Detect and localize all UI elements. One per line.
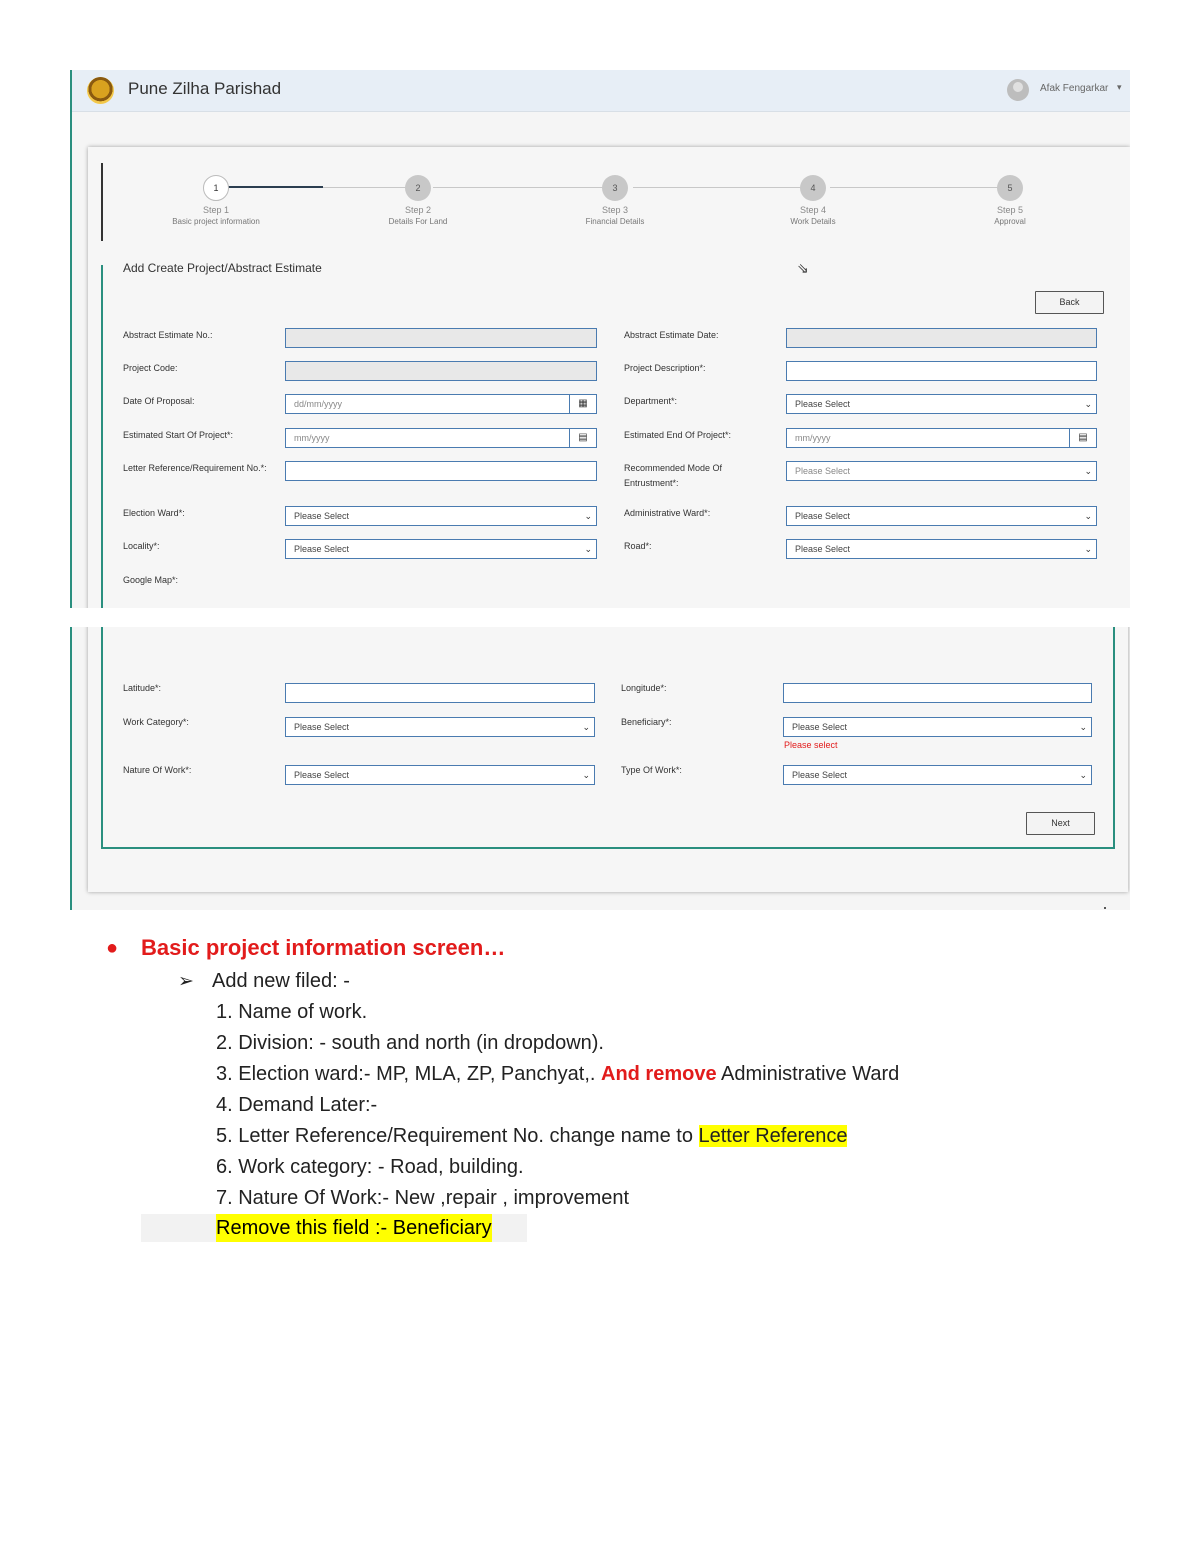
back-button[interactable]: Back [1035, 291, 1104, 314]
estimated-end-input[interactable] [786, 428, 1097, 448]
longitude-input[interactable] [783, 683, 1092, 703]
select-value: Please Select [795, 511, 851, 521]
administrative-ward-label: Administrative Ward*: [624, 508, 711, 518]
step-2[interactable] [348, 175, 488, 226]
step-5[interactable] [940, 175, 1080, 226]
chevron-down-icon: ⌄ [582, 770, 590, 780]
step-number: 5 [997, 175, 1023, 201]
screenshot-top [70, 70, 1130, 608]
abstract-estimate-no-label: Abstract Estimate No.: [123, 330, 213, 340]
date-placeholder: dd/mm/yyyy [294, 399, 343, 409]
abstract-estimate-date-input[interactable] [786, 328, 1097, 348]
form-title: Add Create Project/Abstract Estimate [123, 261, 322, 275]
work-category-label: Work Category*: [123, 717, 189, 727]
screenshot-bottom [70, 627, 1130, 910]
note-item-6: 6. Work category: - Road, building. [216, 1156, 524, 1178]
note-item-2: 2. Division: - south and north (in dropdown). [216, 1032, 604, 1054]
election-ward-select[interactable] [285, 506, 597, 526]
step-sublabel: Approval [994, 217, 1026, 226]
work-category-select[interactable] [285, 717, 595, 737]
select-value: Please Select [294, 511, 350, 521]
bullet-icon: ● [106, 937, 119, 959]
note-item-3-text: 3. Election ward:- MP, MLA, ZP, Panchyat,. [216, 1063, 601, 1085]
select-value: Please Select [294, 770, 350, 780]
step-sublabel: Details For Land [388, 217, 448, 226]
calendar-icon[interactable]: ▦ [569, 395, 596, 413]
notes-heading: Basic project information screen… [141, 935, 506, 960]
note-item-3-emphasis: And remove [601, 1063, 717, 1085]
locality-select[interactable] [285, 539, 597, 559]
type-of-work-label: Type Of Work*: [621, 765, 682, 775]
top-navbar [72, 70, 1130, 112]
chevron-down-icon: ⌄ [1084, 466, 1092, 476]
select-value: Please Select [795, 399, 851, 409]
latitude-label: Latitude*: [123, 683, 162, 693]
google-map-label: Google Map*: [123, 575, 179, 585]
beneficiary-label: Beneficiary*: [621, 717, 672, 727]
step-label: Step 5 [996, 205, 1024, 215]
note-item-3 [216, 1063, 899, 1086]
select-value: Please Select [294, 722, 350, 732]
arrow-bullet-icon: ➢ [178, 971, 194, 992]
step-4[interactable] [743, 175, 883, 226]
type-of-work-select[interactable] [783, 765, 1092, 785]
chevron-down-icon: ⌄ [584, 511, 592, 521]
project-description-input[interactable] [786, 361, 1097, 381]
remove-field-note: Remove this field :- Beneficiary [216, 1214, 492, 1242]
step-label: Step 2 [404, 205, 432, 215]
divider-dot [1104, 907, 1106, 909]
calendar-icon[interactable]: ▤ [569, 429, 596, 447]
note-item-7: 7. Nature Of Work:- New ,repair , improvement [216, 1187, 630, 1209]
note-item-5-highlight: Letter Reference [698, 1125, 848, 1147]
app-title: Pune Zilha Parishad [128, 79, 282, 98]
chevron-down-icon: ⌄ [582, 722, 590, 732]
election-ward-label: Election Ward*: [123, 508, 185, 518]
step-sublabel: Financial Details [585, 217, 645, 226]
administrative-ward-select[interactable] [786, 506, 1097, 526]
mouse-cursor-icon: ⇘ [797, 260, 809, 276]
abstract-estimate-no-input[interactable] [285, 328, 597, 348]
date-of-proposal-label: Date Of Proposal: [123, 396, 195, 406]
select-value: Please Select [795, 466, 851, 476]
project-description-label: Project Description*: [624, 363, 706, 373]
mode-of-entrustment-label: Recommended Mode Of Entrustment*: [624, 463, 723, 488]
step-label: Step 3 [601, 205, 629, 215]
user-name[interactable]: Afak Fengarkar [1040, 83, 1109, 94]
user-avatar-icon[interactable] [1007, 79, 1029, 101]
road-label: Road*: [624, 541, 652, 551]
date-of-proposal-input[interactable] [285, 394, 597, 414]
nature-of-work-label: Nature Of Work*: [123, 765, 192, 775]
calendar-icon[interactable]: ▤ [1069, 429, 1096, 447]
form-card-continued [88, 627, 1128, 892]
nature-of-work-select[interactable] [285, 765, 595, 785]
project-code-input[interactable] [285, 361, 597, 381]
step-number: 2 [405, 175, 431, 201]
select-value: Please Select [792, 770, 848, 780]
step-number: 1 [203, 175, 229, 201]
locality-label: Locality*: [123, 541, 160, 551]
chevron-down-icon: ⌄ [1084, 399, 1092, 409]
step-3[interactable] [545, 175, 685, 226]
department-select[interactable] [786, 394, 1097, 414]
mode-of-entrustment-select[interactable] [786, 461, 1097, 481]
beneficiary-error: Please select [784, 740, 838, 750]
abstract-estimate-date-label: Abstract Estimate Date: [624, 330, 719, 340]
latitude-input[interactable] [285, 683, 595, 703]
note-item-3-tail: Administrative Ward [716, 1063, 900, 1085]
note-item-5 [216, 1125, 847, 1148]
chevron-down-icon: ⌄ [1084, 511, 1092, 521]
note-item-5-text: 5. Letter Reference/Requirement No. change name to [216, 1125, 699, 1147]
month-placeholder: mm/yyyy [294, 433, 330, 443]
notes-subheading: Add new filed: - [212, 970, 350, 992]
select-value: Please Select [795, 544, 851, 554]
longitude-label: Longitude*: [621, 683, 667, 693]
chevron-down-icon: ⌄ [1079, 770, 1087, 780]
stepper-accent-bar [101, 163, 103, 241]
select-value: Please Select [294, 544, 350, 554]
step-label: Step 4 [799, 205, 827, 215]
chevron-down-icon: ⌄ [1084, 544, 1092, 554]
form-frame [101, 627, 1115, 849]
month-placeholder: mm/yyyy [795, 433, 831, 443]
chevron-down-icon: ⌄ [1079, 722, 1087, 732]
chevron-down-icon: ⌄ [584, 544, 592, 554]
form-card [88, 147, 1130, 608]
step-1[interactable] [146, 175, 286, 226]
estimated-start-label: Estimated Start Of Project*: [123, 430, 234, 440]
user-dropdown-caret-icon[interactable]: ▾ [1117, 82, 1122, 92]
department-label: Department*: [624, 396, 678, 406]
zilha-parishad-logo-icon [87, 77, 114, 104]
step-sublabel: Basic project information [172, 217, 260, 226]
project-code-label: Project Code: [123, 363, 178, 373]
letter-reference-label: Letter Reference/Requirement No.*: [123, 463, 267, 473]
note-item-1: 1. Name of work. [216, 1001, 368, 1023]
estimated-end-label: Estimated End Of Project*: [624, 430, 732, 440]
next-button[interactable]: Next [1026, 812, 1095, 835]
estimated-start-input[interactable] [285, 428, 597, 448]
step-number: 3 [602, 175, 628, 201]
select-value: Please Select [792, 722, 848, 732]
letter-reference-input[interactable] [285, 461, 597, 481]
step-number: 4 [800, 175, 826, 201]
road-select[interactable] [786, 539, 1097, 559]
step-label: Step 1 [202, 205, 230, 215]
beneficiary-select[interactable] [783, 717, 1092, 737]
step-sublabel: Work Details [790, 217, 836, 226]
note-item-4: 4. Demand Later:- [216, 1094, 378, 1116]
